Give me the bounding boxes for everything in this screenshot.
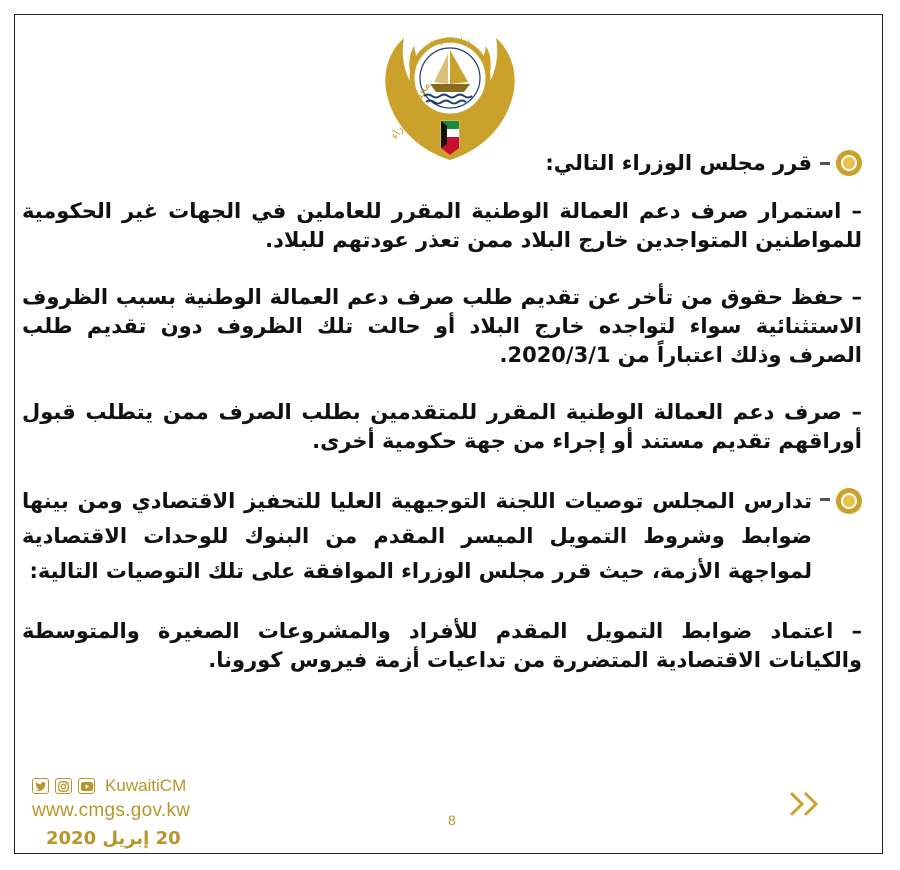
section-1-paragraph-3: – صرف دعم العمالة الوطنية المقرر للمتقدمين بطلب الصرف ممن يتطلب قبول أوراقهم تقديم مستند أو إجراء من جهة حكومية أخرى. bbox=[22, 400, 862, 453]
dash-marker bbox=[820, 498, 830, 501]
footer-contact bbox=[32, 776, 190, 849]
section-2-heading-row bbox=[22, 484, 862, 589]
gold-bullet-icon bbox=[836, 488, 862, 514]
publication-date: 20 إبريل 2020 bbox=[46, 828, 181, 849]
page-number: 8 bbox=[448, 812, 456, 828]
social-handle[interactable]: KuwaitiCM bbox=[105, 776, 187, 795]
section-1-heading: قرر مجلس الوزراء التالي: bbox=[545, 151, 812, 175]
instagram-icon[interactable] bbox=[55, 778, 72, 794]
youtube-icon[interactable] bbox=[78, 778, 95, 794]
website-link[interactable]: www.cmgs.gov.kw bbox=[32, 800, 191, 821]
emblem-bottom-text: مجلس الوزراء bbox=[387, 79, 434, 142]
section-1-paragraph-1: – استمرار صرف دعم العمالة الوطنية المقرر للعاملين في الجهات غير الحكومية للمواطنين المتواجدين خارج البلاد ممن تعذر عودتهم للبلاد. bbox=[22, 199, 862, 252]
social-row bbox=[32, 776, 190, 796]
double-chevron-icon bbox=[790, 790, 830, 818]
document-body bbox=[22, 148, 862, 675]
emblem-top-text: دولة الكويت bbox=[430, 36, 470, 45]
section-2-paragraph-1: – اعتماد ضوابط التمويل المقدم للأفراد والمشروعات الصغيرة والمتوسطة والكيانات الاقتصادية المتضررة من تداعيات أزمة فيروس كورونا. bbox=[22, 619, 862, 672]
twitter-icon[interactable] bbox=[32, 778, 49, 794]
dash-marker bbox=[820, 162, 830, 165]
gold-bullet-icon bbox=[836, 150, 862, 176]
section-1-paragraph-2: – حفظ حقوق من تأخر عن تقديم طلب صرف دعم العمالة الوطنية بسبب الظروف الاستثنائية سواء لتواجده خارج البلاد أو حالت تلك الظروف دون تقديم طلب الصرف وذلك اعتباراً من 2020/3/1. bbox=[22, 285, 862, 367]
section-2-heading: تدارس المجلس توصيات اللجنة التوجيهية العليا للتحفيز الاقتصادي ومن بينها ضوابط وشروط التمويل الميسر المقدم من البنوك للوحدات الاقتصادية لمواجهة الأزمة، حيث قرر مجلس الوزراء الموافقة على تلك التوصيات التالية: bbox=[22, 489, 812, 583]
section-1-heading-row bbox=[22, 148, 862, 178]
